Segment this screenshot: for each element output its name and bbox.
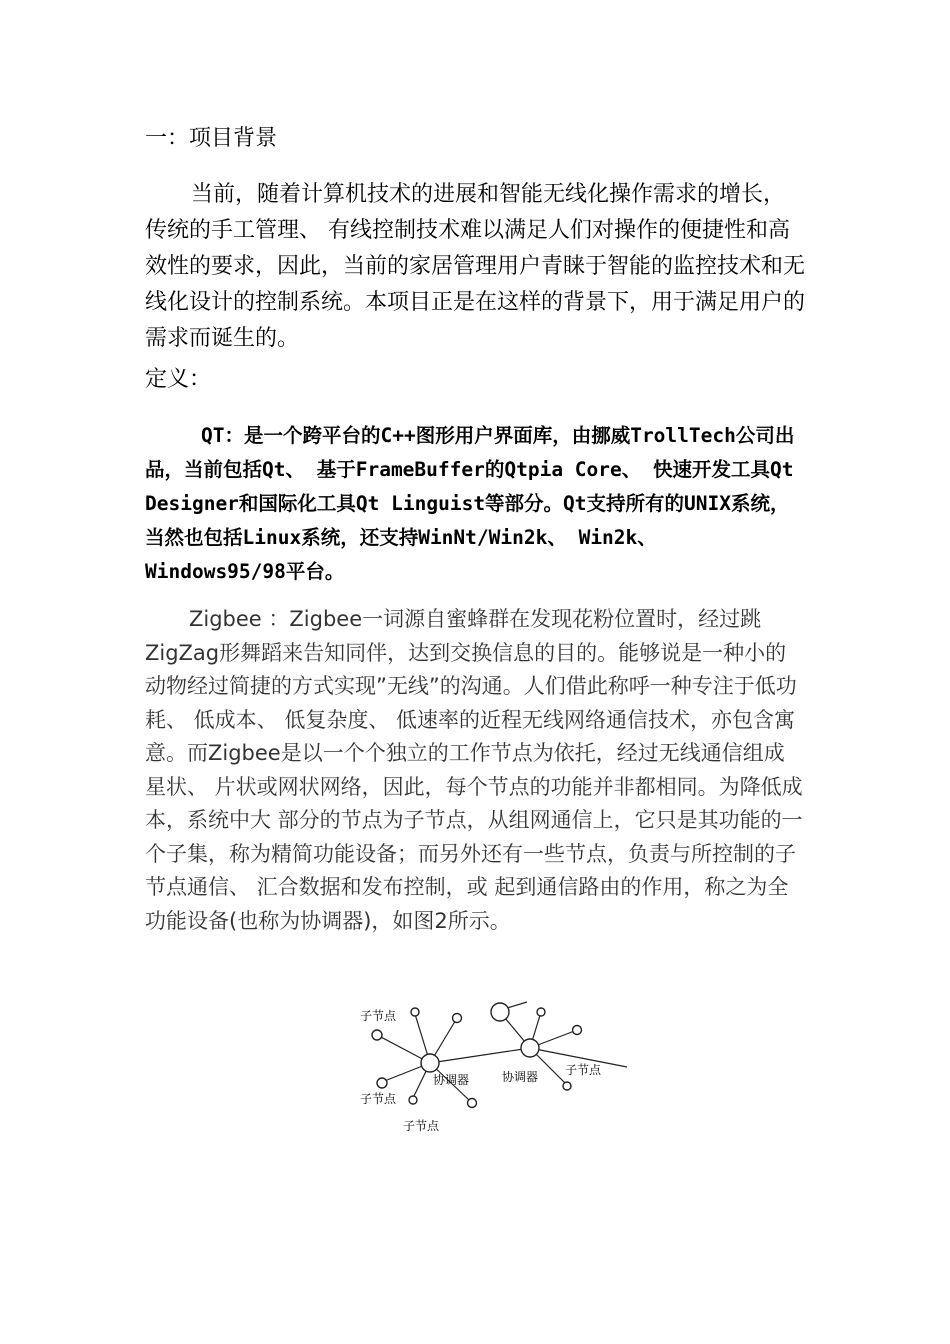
label-child-node: 子节点: [565, 1063, 602, 1077]
section-heading: 一：项目背景: [145, 126, 278, 151]
label-coordinator: 协调器: [502, 1070, 539, 1084]
node-link: [507, 1002, 527, 1008]
coordinator-node: [421, 1054, 439, 1072]
child-node: [411, 1008, 419, 1016]
qt-definition-paragraph: QT：是一个跨平台的C++图形用户界面库，由挪威TrollTech公司出品，当前包括Qt、 基于FrameBuffer的Qtpia Core、 快速开发工具Qt Designer和国际化工具Qt Linguist等部分。Qt支持所有的UNIX系统，当然也包括Linux系统，还支持WinNt/Win2k、 Win2k、 Windows95/98平台。: [145, 424, 795, 583]
label-child-node: 子节点: [403, 1119, 440, 1133]
child-node: [377, 1078, 387, 1088]
coordinator-node: [521, 1039, 539, 1057]
network-diagram-svg: [345, 990, 645, 1140]
child-node: [409, 1096, 417, 1104]
definition-label: 定义：: [145, 367, 212, 392]
background-paragraph: 当前，随着计算机技术的进展和智能无线化操作需求的增长，传统的手工管理、 有线控制技术难以满足人们对操作的便捷性和高效性的要求，因此，当前的家居管理用户青睐于智能的监控技术和无线化设计的控制系统。本项目正是在这样的背景下，用于满足用户的需求而诞生的。: [145, 182, 806, 351]
coordinator-link: [430, 1048, 530, 1063]
child-node: [563, 1082, 571, 1090]
child-node: [573, 1026, 582, 1035]
child-node: [453, 1014, 462, 1023]
zigbee-definition-paragraph: Zigbee ：Zigbee一词源自蜜蜂群在发现花粉位置时，经过跳ZigZag形舞蹈来告知同伴，达到交换信息的目的。能够说是一种小的动物经过简捷的方式实现”无线”的沟通。人们借此称呼一种专注于低功耗、 低成本、 低复杂度、 低速率的近程无线网络通信技术，亦包含寓意。而Zigbee是以一个个独立的工作节点为依托，经过无线通信组成星状、 片状或网状网络，因此，每个节点的功能并非都相同。为降低成本，系统中大 部分的节点为子节点，从组网通信上，它只是其功能的一个子集，称为精简功能设备；而另外还有一些节点，负责与所控制的子节点通信、 汇合数据和发布控制，或 起到通信路由的作用，称之为全功能设备(也称为协调器)，如图2所示。: [145, 607, 803, 933]
label-child-node: 子节点: [360, 1092, 397, 1106]
child-node: [468, 1099, 477, 1108]
label-child-node: 子节点: [360, 1009, 397, 1023]
child-node: [372, 1030, 382, 1040]
label-coordinator: 协调器: [433, 1073, 470, 1087]
child-node: [537, 1008, 545, 1016]
zigbee-network-diagram: [345, 990, 645, 1140]
large-node: [491, 1003, 509, 1021]
